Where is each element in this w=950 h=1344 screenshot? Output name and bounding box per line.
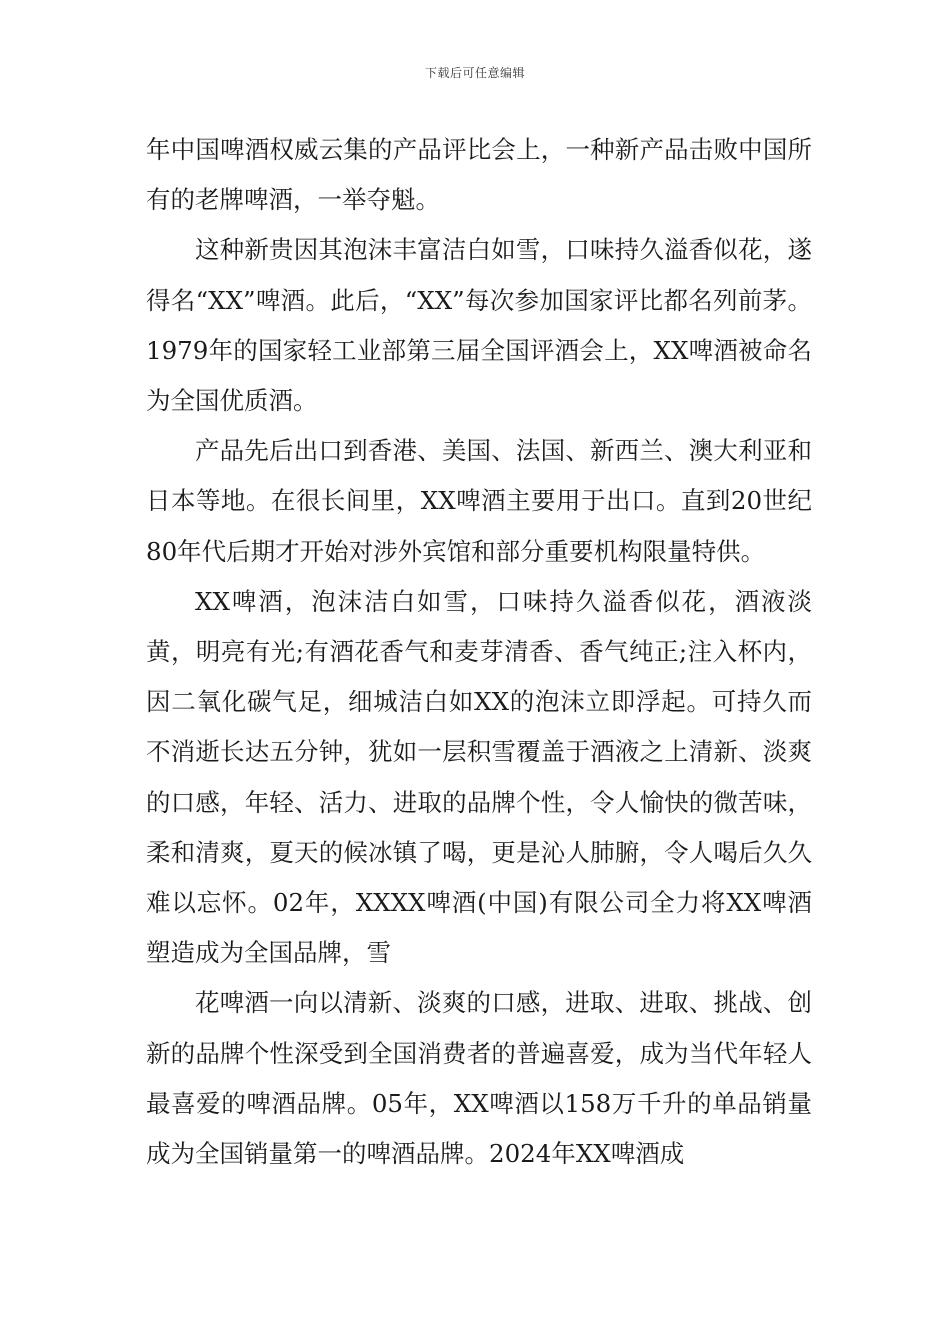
page-header: 下载后可任意编辑 [424,66,525,80]
paragraph: XX啤酒，泡沫洁白如雪，口味持久溢香似花，酒液淡黄，明亮有光;有酒花香气和麦芽清香、香气纯正;注入杯内，因二氧化碳气足，细城洁白如XX的泡沫立即浮起。可持久而不消逝长达五分钟，犹如一层积雪覆盖于酒液之上清新、淡爽的口感，年轻、活力、进取的品牌个性，令人愉快的微苦味，柔和清爽，夏天的候冰镇了喝，更是沁人肺腑，令人喝后久久难以忘怀。02年，XXXX啤酒(中国)有限公司全力将XX啤酒塑造成为全国品牌，雪 [146,586,812,968]
paragraph: 这种新贵因其泡沫丰富洁白如雪，口味持久溢香似花，遂得名“XX”啤酒。此后，“XX”每次参加国家评比都名列前茅。1979年的国家轻工业部第三届全国评酒会上，XX啤酒被命名为全国优质酒。 [146,235,812,416]
document-body [146,125,812,1179]
paragraph: 花啤酒一向以清新、淡爽的口感，进取、进取、挑战、创新的品牌个性深受到全国消费者的普遍喜爱，成为当代年轻人最喜爱的啤酒品牌。05年，XX啤酒以158万千升的单品销量成为全国销量第一的啤酒品牌。2024年XX啤酒成 [146,988,812,1169]
paragraph: 产品先后出口到香港、美国、法国、新西兰、澳大利亚和日本等地。在很长间里，XX啤酒主要用于出口。直到20世纪80年代后期才开始对涉外宾馆和部分重要机构限量特供。 [146,436,812,566]
paragraph-continued: 年中国啤酒权威云集的产品评比会上，一种新产品击败中国所有的老牌啤酒，一举夺魁。 [146,135,812,215]
